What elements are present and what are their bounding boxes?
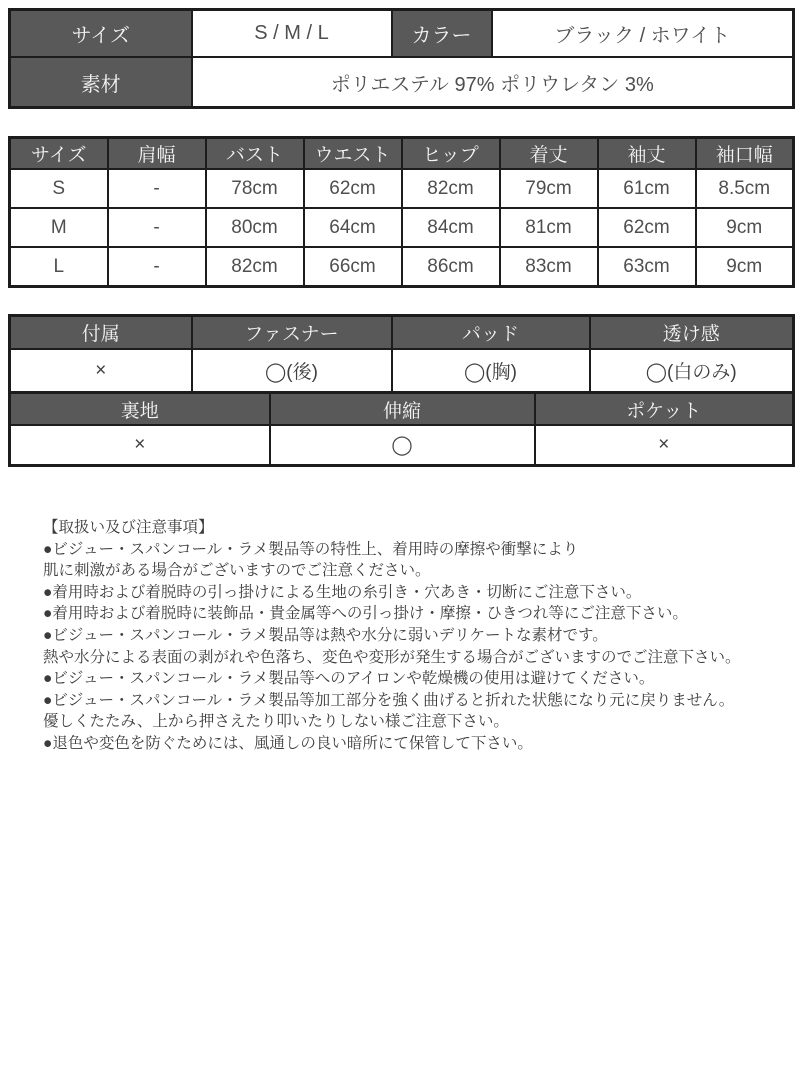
product-info-table [8, 8, 795, 109]
care-notes [43, 517, 800, 755]
sheerness-value: ◯(白のみ) [590, 349, 794, 393]
stretch-label: 伸縮 [270, 393, 535, 426]
col-header-hip: ヒップ [402, 138, 500, 170]
care-note-line: ●ビジュー・スパンコール・ラメ製品等は熱や水分に弱いデリケートな素材です。 [43, 626, 608, 644]
cell: L [10, 247, 108, 287]
size-row-m [10, 208, 794, 247]
cell: 8.5cm [696, 169, 794, 208]
care-notes-title: 【取扱い及び注意事項】 [43, 519, 214, 536]
cell: 62cm [304, 169, 402, 208]
col-header-waist: ウエスト [304, 138, 402, 170]
cell: 79cm [500, 169, 598, 208]
cell: - [108, 208, 206, 247]
attachment-label: 付属 [10, 316, 192, 350]
cell: 61cm [598, 169, 696, 208]
cell: 63cm [598, 247, 696, 287]
size-chart-table [8, 136, 795, 288]
lining-value: × [10, 425, 270, 466]
sheerness-label: 透け感 [590, 316, 794, 350]
cell: 9cm [696, 247, 794, 287]
cell: 62cm [598, 208, 696, 247]
stretch-value: ◯ [270, 425, 535, 466]
size-row-l [10, 247, 794, 287]
care-note-line: ●ビジュー・スパンコール・ラメ製品等へのアイロンや乾燥機の使用は避けてください。 [43, 670, 655, 688]
lining-label: 裏地 [10, 393, 270, 426]
care-note-line: ●ビジュー・スパンコール・ラメ製品等の特性上、着用時の摩擦や衝撃により [43, 540, 579, 558]
care-note-line: ●退色や変色を防ぐためには、風通しの良い暗所にて保管して下さい。 [43, 734, 533, 752]
material-value: ポリエステル 97% ポリウレタン 3% [192, 57, 794, 108]
cell: 82cm [206, 247, 304, 287]
cell: - [108, 247, 206, 287]
care-note-line: 熱や水分による表面の剥がれや色落ち、変色や変形が発生する場合がございますのでご注意下さい。 [43, 648, 741, 666]
cell: - [108, 169, 206, 208]
features-table-bottom [8, 391, 795, 467]
cell: 78cm [206, 169, 304, 208]
cell: S [10, 169, 108, 208]
fastener-value: ◯(後) [192, 349, 392, 393]
col-header-length: 着丈 [500, 138, 598, 170]
size-value: S / M / L [192, 10, 392, 58]
cell: 80cm [206, 208, 304, 247]
cell: 84cm [402, 208, 500, 247]
cell: M [10, 208, 108, 247]
size-row-s [10, 169, 794, 208]
col-header-sleeve: 袖丈 [598, 138, 696, 170]
cell: 81cm [500, 208, 598, 247]
care-note-line: ●ビジュー・スパンコール・ラメ製品等加工部分を強く曲げると折れた状態になり元に戻りません。 [43, 691, 735, 709]
care-note-line: 優しくたたみ、上から押さえたり叩いたりしない様ご注意下さい。 [43, 713, 509, 731]
care-note-line: ●着用時および着脱時の引っ掛けによる生地の糸引き・穴あき・切断にご注意下さい。 [43, 583, 642, 601]
pocket-value: × [535, 425, 794, 466]
cell: 66cm [304, 247, 402, 287]
features-table-top [8, 314, 795, 394]
col-header-cuff: 袖口幅 [696, 138, 794, 170]
care-note-line: ●着用時および着脱時に装飾品・貴金属等への引っ掛け・摩擦・ひきつれ等にご注意下さい。 [43, 605, 688, 623]
col-header-bust: バスト [206, 138, 304, 170]
cell: 82cm [402, 169, 500, 208]
care-note-line: 肌に刺激がある場合がございますのでご注意ください。 [43, 562, 431, 580]
pad-value: ◯(胸) [392, 349, 590, 393]
cell: 9cm [696, 208, 794, 247]
cell: 83cm [500, 247, 598, 287]
cell: 86cm [402, 247, 500, 287]
pad-label: パッド [392, 316, 590, 350]
material-label: 素材 [10, 57, 192, 108]
col-header-size: サイズ [10, 138, 108, 170]
color-value: ブラック / ホワイト [492, 10, 794, 58]
fastener-label: ファスナー [192, 316, 392, 350]
color-label: カラー [392, 10, 492, 58]
cell: 64cm [304, 208, 402, 247]
size-label: サイズ [10, 10, 192, 58]
attachment-value: × [10, 349, 192, 393]
pocket-label: ポケット [535, 393, 794, 426]
col-header-shoulder: 肩幅 [108, 138, 206, 170]
